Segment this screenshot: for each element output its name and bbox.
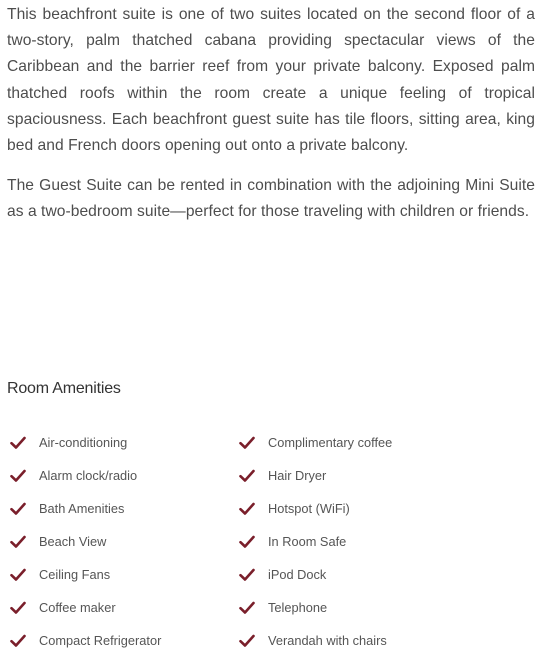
amenity-item (10, 591, 239, 624)
amenity-label: Beach View (39, 534, 107, 549)
amenity-item (239, 492, 489, 525)
amenity-label: iPod Dock (268, 567, 327, 582)
amenity-item (10, 459, 239, 492)
checkmark-icon (239, 634, 255, 648)
amenity-item (10, 624, 239, 657)
checkmark-icon (10, 436, 26, 450)
checkmark-icon (239, 502, 255, 516)
checkmark-icon (10, 568, 26, 582)
amenity-item (10, 525, 239, 558)
amenity-label: Air-conditioning (39, 435, 128, 450)
amenity-label: Bath Amenities (39, 501, 125, 516)
checkmark-icon (10, 469, 26, 483)
amenity-label: Coffee maker (39, 600, 116, 615)
amenity-label: In Room Safe (268, 534, 347, 549)
amenity-label: Hotspot (WiFi) (268, 501, 350, 516)
amenities-heading: Room Amenities (7, 380, 121, 397)
suite-description (7, 2, 535, 226)
amenity-item (239, 624, 489, 657)
description-paragraph: This beachfront suite is one of two suites located on the second floor of a two-story, palm thatched cabana providing spectacular views of the Caribbean and the barrier reef from your private balcony. Exposed palm thatched roofs within the room create a unique feeling of tropical spaciousness. Each beachfront guest suite has tile floors, sitting area, king bed and French doors opening out onto a private balcony. (7, 6, 535, 155)
checkmark-icon (239, 568, 255, 582)
amenity-label: Compact Refrigerator (39, 633, 162, 648)
checkmark-icon (239, 469, 255, 483)
amenity-label: Ceiling Fans (39, 567, 111, 582)
checkmark-icon (10, 601, 26, 615)
amenity-item (239, 591, 489, 624)
checkmark-icon (10, 634, 26, 648)
amenity-label: Telephone (268, 600, 328, 615)
amenity-item (239, 426, 489, 459)
amenity-label: Verandah with chairs (268, 633, 387, 648)
amenity-item (10, 426, 239, 459)
amenity-label: Complimentary coffee (268, 435, 393, 450)
description-paragraph: The Guest Suite can be rented in combination with the adjoining Mini Suite as a two-bedroom suite—perfect for those traveling with children or friends. (7, 177, 535, 221)
amenities-list (10, 426, 510, 657)
checkmark-icon (239, 535, 255, 549)
checkmark-icon (239, 436, 255, 450)
amenity-item (10, 558, 239, 591)
checkmark-icon (10, 502, 26, 516)
amenity-item (239, 459, 489, 492)
checkmark-icon (239, 601, 255, 615)
amenity-item (239, 525, 489, 558)
amenity-label: Hair Dryer (268, 468, 327, 483)
amenity-item (10, 492, 239, 525)
amenity-item (239, 558, 489, 591)
checkmark-icon (10, 535, 26, 549)
amenity-label: Alarm clock/radio (39, 468, 138, 483)
